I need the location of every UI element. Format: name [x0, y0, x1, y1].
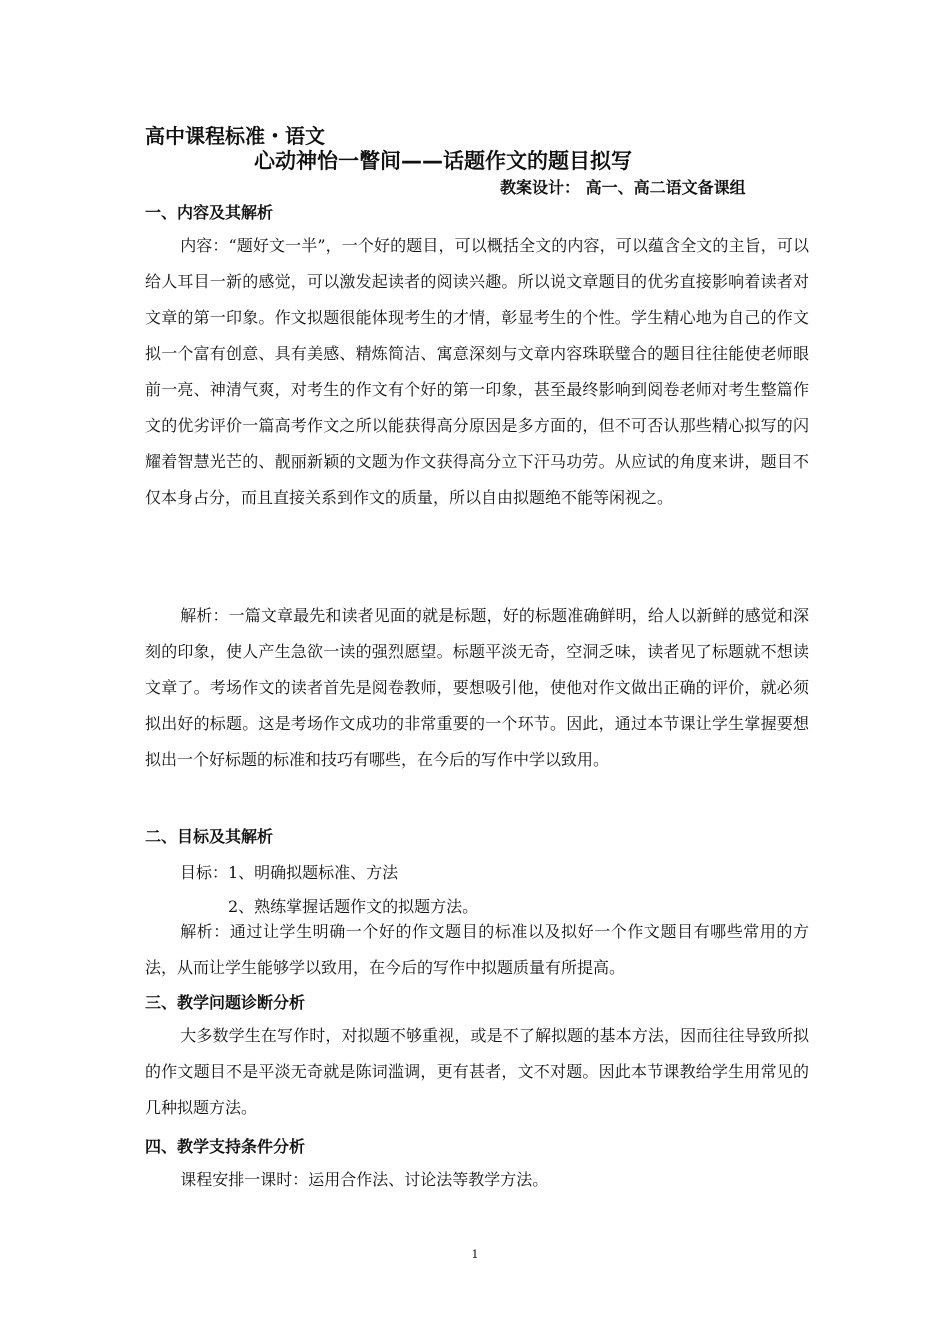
page-number: 1 — [471, 1248, 479, 1261]
section-analysis-body — [145, 598, 809, 778]
section-heading-content: 一、内容及其解析 — [145, 203, 274, 222]
section-heading-goals: 二、目标及其解析 — [145, 827, 274, 846]
goal-item-1: 目标：1、明确拟题标准、方法 — [180, 863, 399, 882]
section-heading-diagnosis: 三、教学问题诊断分析 — [145, 993, 306, 1012]
support-body — [145, 1162, 809, 1198]
goals-analysis-body — [145, 914, 809, 986]
goal-item-2: 2、熟练掌握话题作文的拟题方法。 — [228, 897, 479, 916]
support-paragraph: 课程安排一课时：运用合作法、讨论法等教学方法。 — [180, 1170, 549, 1189]
diagnosis-paragraph: 大多数学生在写作时，对拟题不够重视，或是不了解拟题的基本方法，因而往往导致所拟的作文题目不是平淡无奇就是陈词滥调，更有甚者，文不对题。因此本节课教给学生用常见的几种拟题方法。 — [145, 1026, 809, 1117]
analysis-paragraph: 解析：一篇文章最先和读者见面的就是标题，好的标题准确鲜明，给人以新鲜的感觉和深刻的印象，使人产生急欲一读的强烈愿望。标题平淡无奇，空洞乏味，读者见了标题就不想读文章了。考场作文的读者首先是阅卷教师，要想吸引他，使他对作文做出正确的评价，就必须拟出好的标题。这是考场作文成功的非常重要的一个环节。因此，通过本节课让学生掌握要想拟出一个好标题的标准和技巧有哪些，在今后的写作中学以致用。 — [145, 606, 809, 769]
goals-analysis-paragraph: 解析：通过让学生明确一个好的作文题目的标准以及拟好一个作文题目有哪些常用的方法，从而让学生能够学以致用，在今后的写作中拟题质量有所提高。 — [145, 922, 809, 977]
section-heading-support: 四、教学支持条件分析 — [145, 1137, 306, 1156]
content-paragraph: 内容：“题好文一半”，一个好的题目，可以概括全文的内容，可以蕴含全文的主旨，可以给人耳目一新的感觉，可以激发起读者的阅读兴趣。所以说文章题目的优劣直接影响着读者对文章的第一印象。作文拟题很能体现考生的才情，彰显考生的个性。学生精心地为自己的作文拟一个富有创意、具有美感、精炼简洁、寓意深刻与文章内容珠联璧合的题目往往能使老师眼前一亮、神清气爽，对考生的作文有个好的第一印象，甚至最终影响到阅卷老师对考生整篇作文的优劣评价一篇高考作文之所以能获得高分原因是多方面的，但不可否认那些精心拟写的闪耀着智慧光芒的、靓丽新颖的文题为作文获得高分立下汗马功劳。从应试的角度来讲，题目不仅本身占分，而且直接关系到作文的质量，所以自由拟题绝不能等闲视之。 — [145, 236, 809, 507]
section-content-body — [145, 228, 809, 516]
series-title: 高中课程标准・语文 — [145, 124, 325, 148]
author-line: 教案设计： 高一、高二语文备课组 — [500, 178, 746, 197]
page-title: 心动神怡一瞥间——话题作文的题目拟写 — [254, 149, 632, 173]
diagnosis-body — [145, 1018, 809, 1126]
